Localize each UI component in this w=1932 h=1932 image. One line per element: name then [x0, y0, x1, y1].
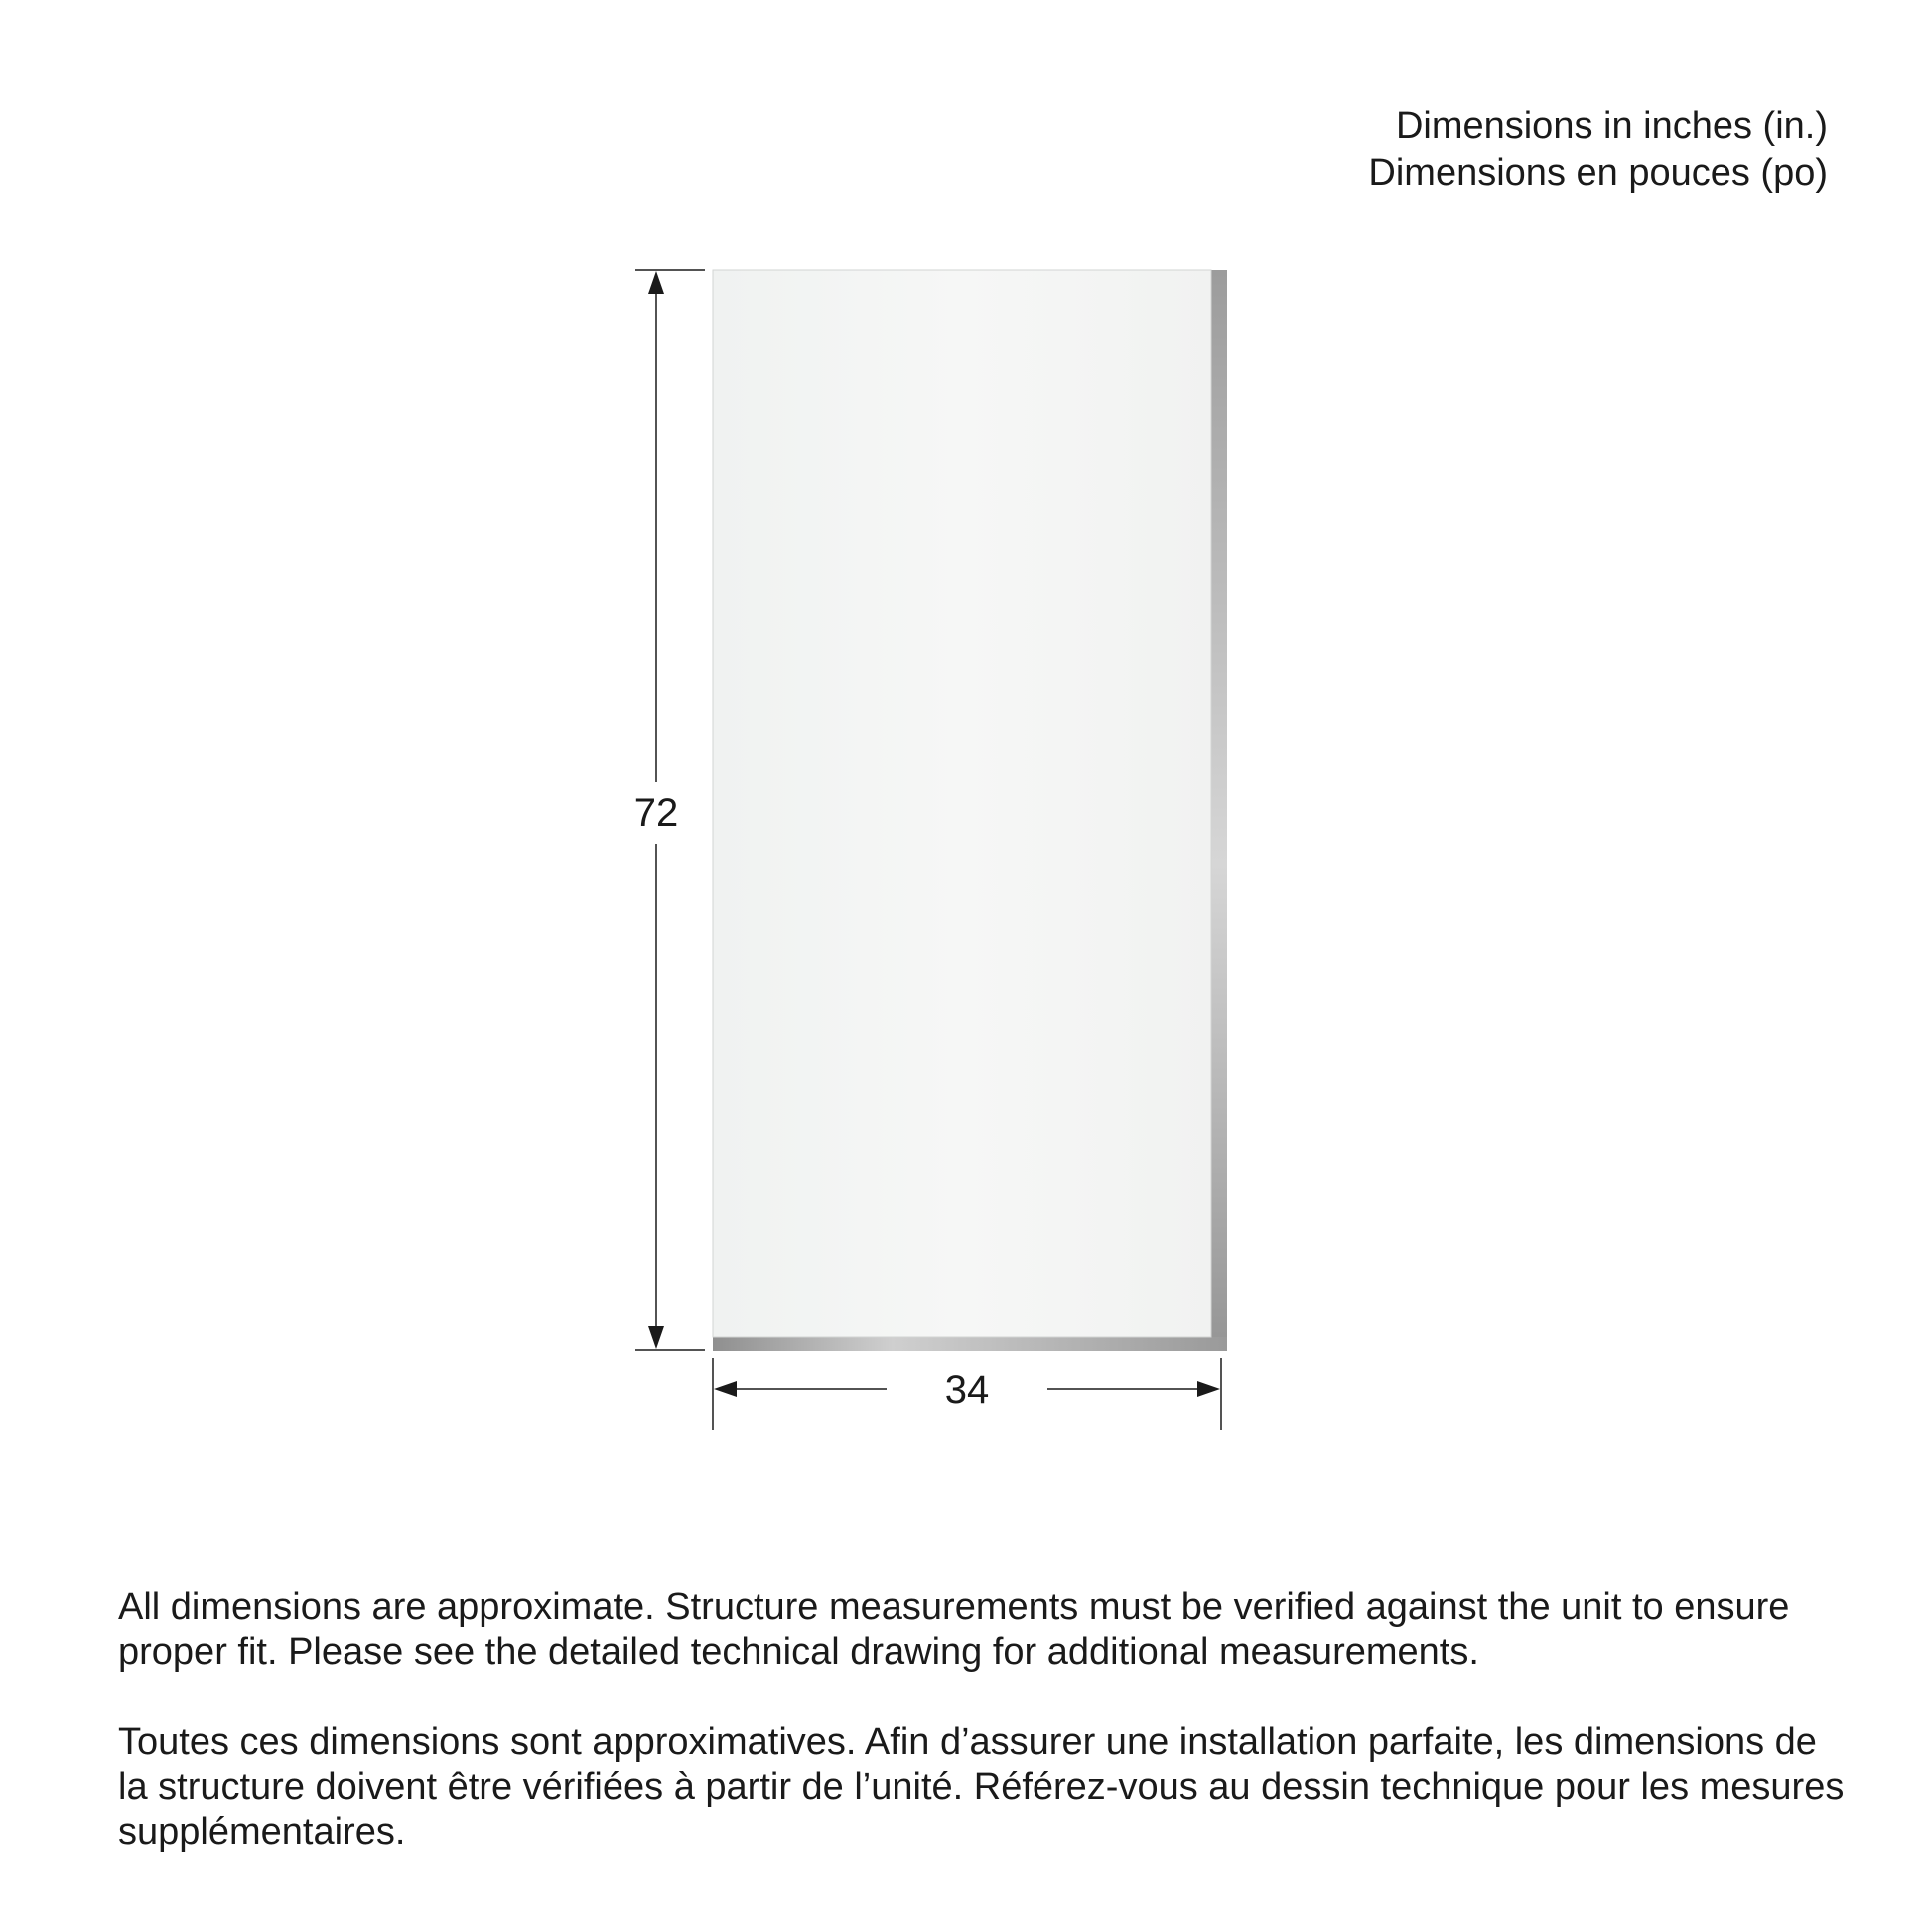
- panel-face: [713, 270, 1211, 1337]
- width-arrow-left-icon: [714, 1381, 737, 1397]
- width-label: 34: [944, 1368, 990, 1412]
- panel-bottom-edge: [713, 1337, 1227, 1351]
- disclaimer-notes: [118, 1586, 1846, 1900]
- height-arrow-top-icon: [648, 271, 664, 294]
- height-label: 72: [633, 791, 679, 835]
- units-french: Dimensions en pouces (po): [1368, 152, 1828, 194]
- panel-right-edge: [1211, 270, 1227, 1350]
- width-arrow-right-icon: [1197, 1381, 1220, 1397]
- units-english: Dimensions in inches (in.): [1395, 105, 1828, 147]
- disclaimer-french: Toutes ces dimensions sont approximatives. Afin d’assurer une installation parfaite, les dimensions de la structure doivent être vérifiées à partir de l’unité. Référez-vous au dessin technique pour les mesures supplémentaires.: [118, 1722, 1845, 1853]
- height-arrow-bottom-icon: [648, 1326, 664, 1349]
- disclaimer-english: All dimensions are approximate. Structure measurements must be verified against the unit to ensure proper fit. Please see the detailed technical drawing for additional measurements.: [118, 1587, 1790, 1673]
- panel: [713, 270, 1227, 1351]
